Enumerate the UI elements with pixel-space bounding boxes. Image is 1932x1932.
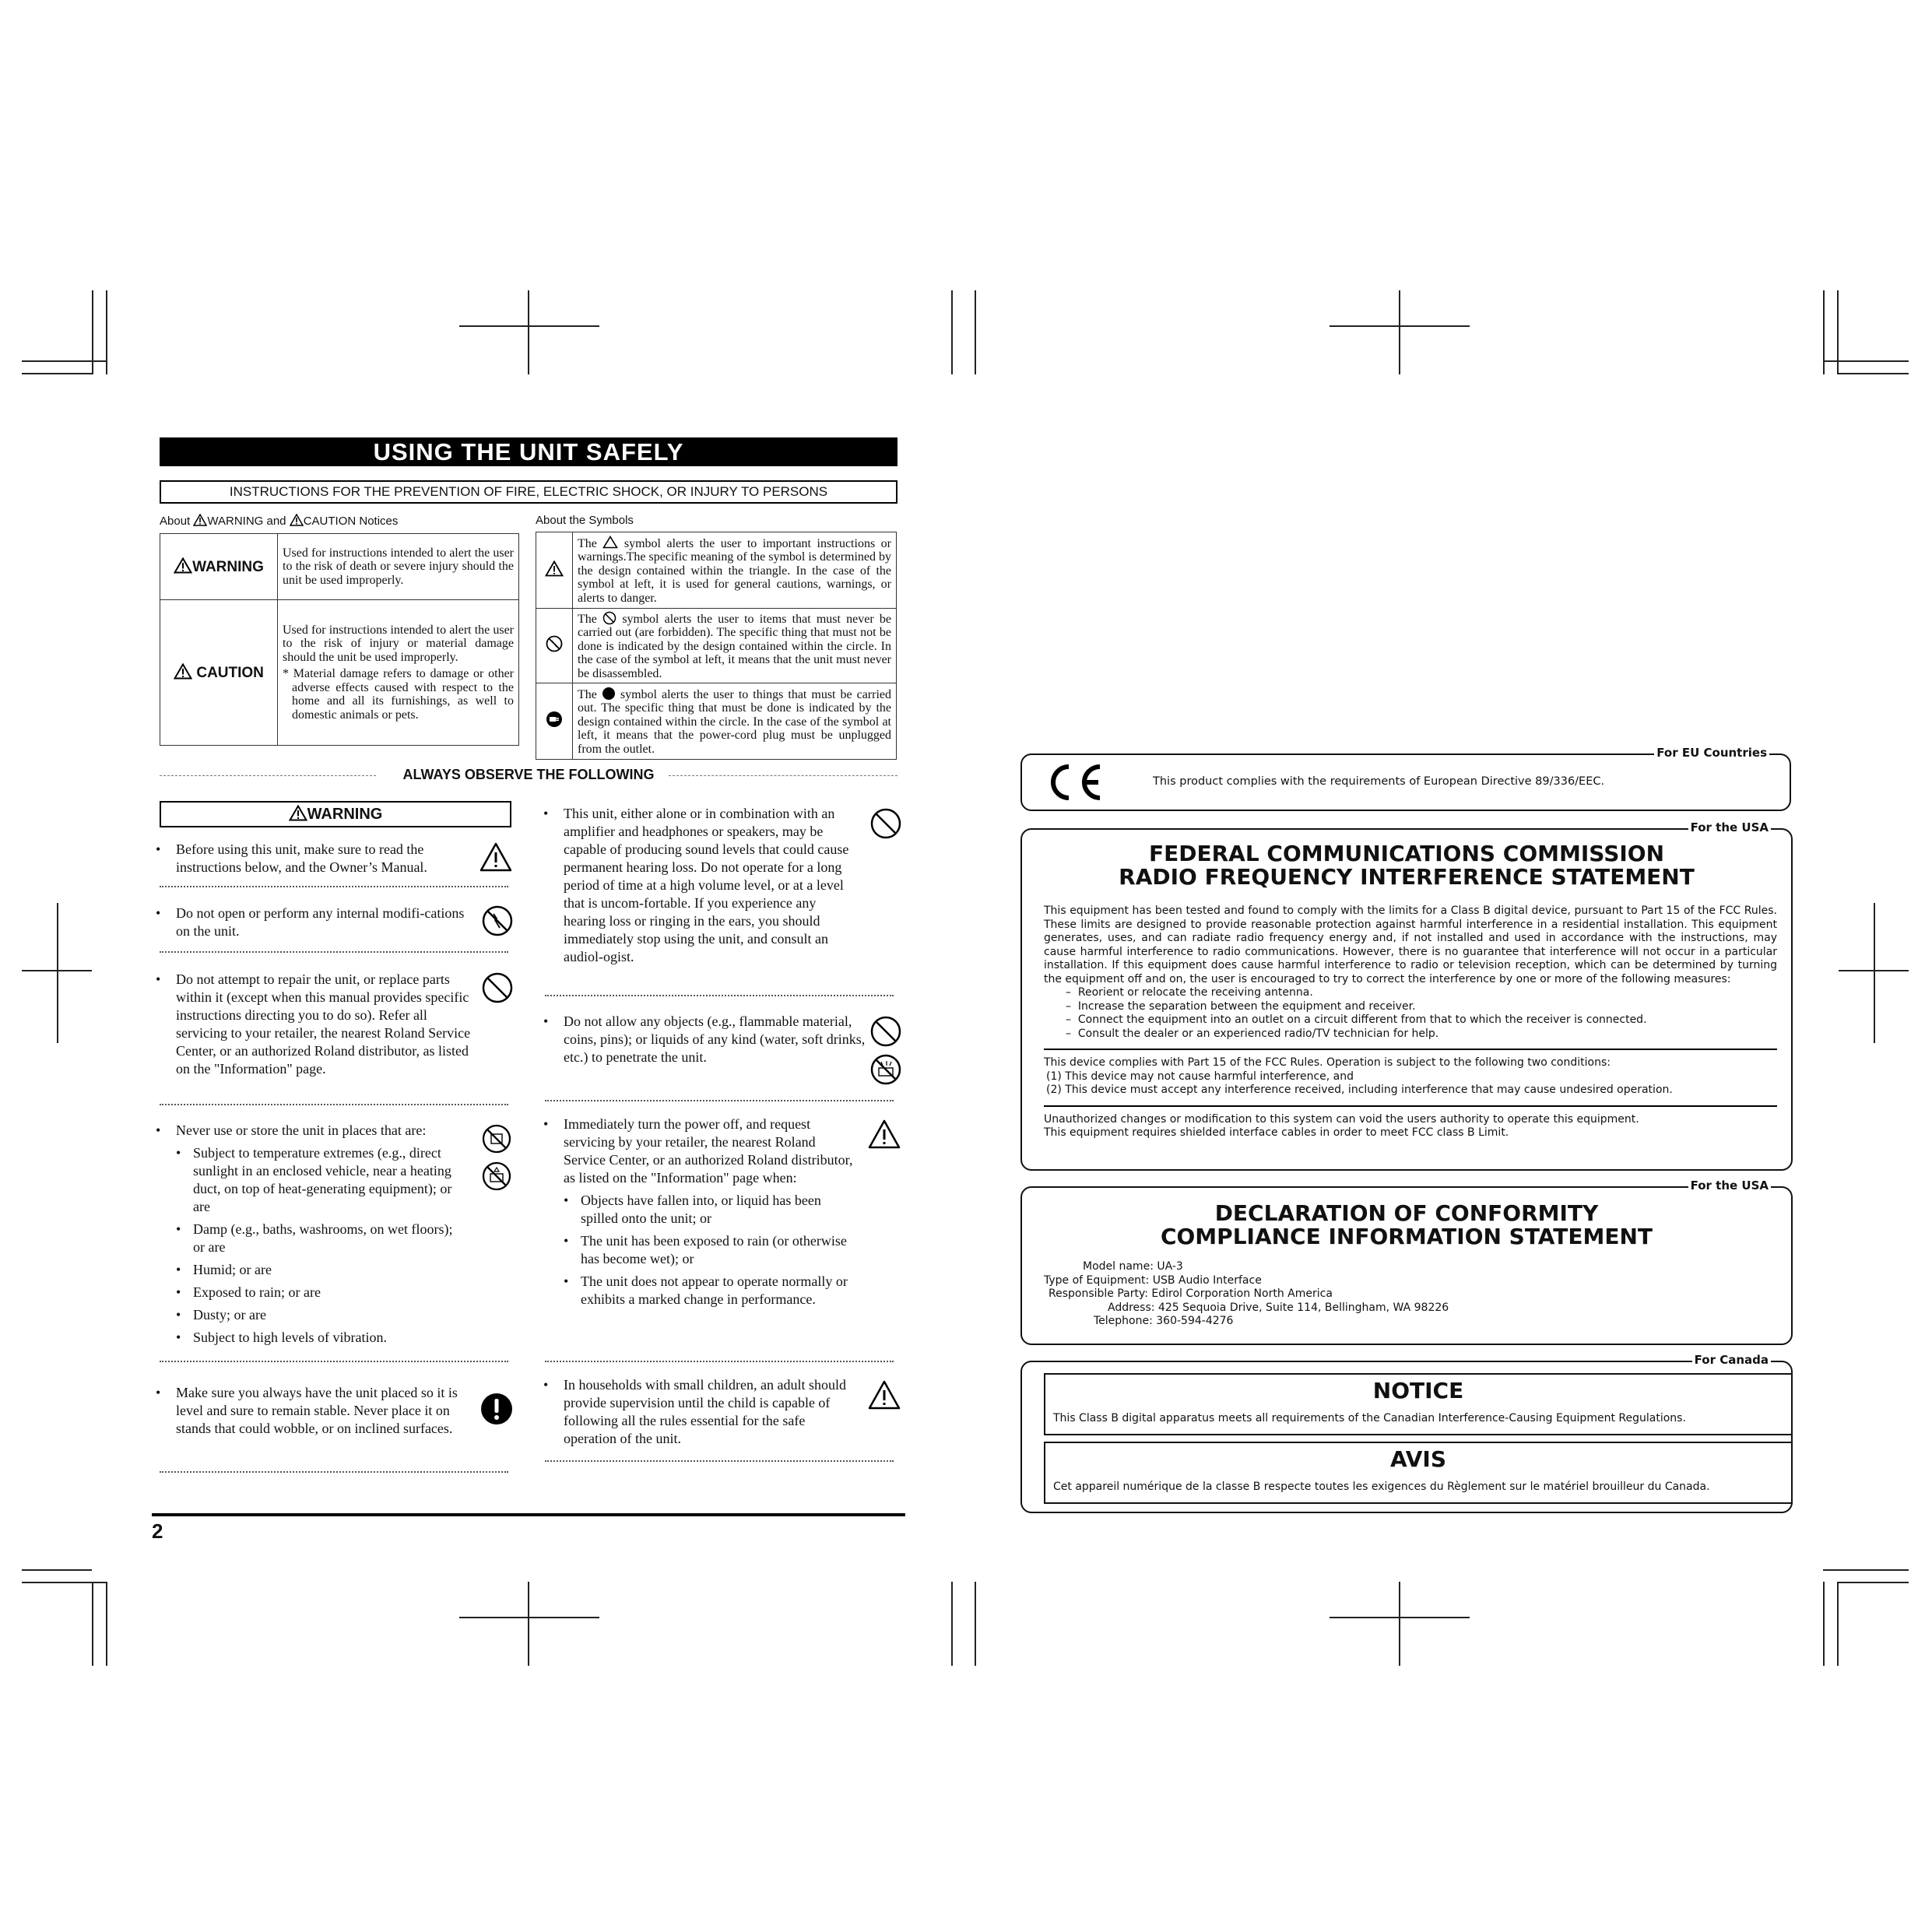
caution-cell: CAUTION (160, 600, 278, 746)
always-observe-divider: ALWAYS OBSERVE THE FOLLOWING (160, 767, 898, 784)
triangle-alert-icon (174, 557, 192, 574)
canada-tag: For Canada (1692, 1353, 1771, 1367)
telephone: Telephone: 360-594-4276 (1094, 1315, 1234, 1327)
list-item: • Make sure you always have the unit placed so it is level and sure to remain stable. Never place it on stands that could wobble, or on inclined surfaces. (156, 1385, 458, 1436)
declaration-tag: For the USA (1688, 1179, 1771, 1193)
sub-item: • Objects have fallen into, or liquid has been spilled onto the unit; or (564, 1193, 821, 1226)
prohibited-icon (602, 611, 616, 625)
triangle-icon (602, 536, 618, 549)
sub-item: • Subject to temperature extremes (e.g., direct sunlight in an enclosed vehicle, near a heating duct, on top of heat-generating equipment); or are (176, 1145, 452, 1214)
bottom-rule (152, 1513, 905, 1516)
notice-box (1044, 1373, 1793, 1435)
no-heat-icon (481, 1123, 512, 1154)
sub-item: • Subject to high levels of vibration. (176, 1330, 387, 1345)
triangle-alert-icon (545, 560, 564, 577)
list-item: • Do not allow any objects (e.g., flammable material, coins, pins); or liquids of any kind (water, soft drinks, etc.) to penetrate the unit. (543, 1013, 866, 1065)
warning-cell: WARNING (160, 534, 278, 600)
fcc-body: This equipment has been tested and found to comply with the limits for a Class B digital device, pursuant to Part 15 of the FCC Rules. These limits are designed to provide reasonable protection against harmful interference in a residential installation. This equipment generates, uses, and can radiate radio frequency energy and, if not installed and used in accordance with the instructions, may cause harmful interference to radio communications. However, there is no guarantee that interference will not occur in a particular installation. If this equipment does cause harmful interference to radio or television reception, which can be determined by turning the equipment off and on, the user is encouraged to try to correct the interference by one or more of the following measures: (1044, 905, 1777, 985)
declaration-details (1022, 1260, 1489, 1329)
notices-table (160, 533, 519, 746)
notices-caption: About WARNING and CAUTION Notices (160, 515, 399, 528)
caution-note: * Material damage refers to damage or other adverse effects caused with respect to the home and all its furnishings, as well to domestic animals or pets. (283, 667, 514, 722)
triangle-alert-icon (289, 805, 307, 821)
list-item: • Immediately turn the power off, and request servicing by your retailer, the nearest Roland Service Center, or an authorized Roland distributor, as listed on the "Information" page when: • Objects have fallen into, or liquid has been spilled onto the unit; or • The unit has been exposed to rain (or otherwise has become wet); or • The unit does not appear to operate normally or exhibits a marked change in performance. (543, 1116, 853, 1307)
declaration-title: DECLARATION OF CONFORMITY (1214, 1200, 1599, 1226)
sub-item: • Humid; or are (176, 1262, 272, 1277)
list-item: • Do not attempt to repair the unit, or replace parts within it (except when this manual provides specific instructions directing you to do so). Refer all servicing to your retailer, the nearest Roland Service Center, or an authorized Roland distributor, as listed on the "Information" page. (156, 971, 471, 1077)
sub-item: • Dusty; or are (176, 1307, 266, 1323)
prohibited-icon (869, 1015, 902, 1048)
fcc-box (1020, 820, 1793, 1171)
fcc-unauthorized: Unauthorized changes or modification to this system can void the users authority to operate this equipment. (1044, 1112, 1639, 1126)
fcc-condition-2: (2) This device must accept any interference received, including interference that may cause undesired operation. (1046, 1084, 1673, 1096)
triangle-alert-icon (867, 1119, 901, 1150)
ce-mark-icon (1041, 762, 1108, 803)
triangle-alert-icon (867, 1379, 901, 1410)
page-subtitle: INSTRUCTIONS FOR THE PREVENTION OF FIRE, ELECTRIC SHOCK, OR INJURY TO PERSONS (160, 480, 898, 504)
fcc-measures (1044, 986, 1777, 1041)
no-moisture-icon (481, 1161, 512, 1192)
page-number: 2 (152, 1519, 163, 1543)
symbol-description-triangle: The symbol alerts the user to important instructions or warnings.The specific meaning of the symbol is determined by the design contained within the triangle. In the case of the symbol at left, it is used for general cautions, warnings, or alerts to danger. (573, 532, 897, 609)
notice-title: NOTICE (1372, 1378, 1464, 1403)
symbols-table (536, 532, 897, 760)
triangle-alert-icon (479, 841, 513, 873)
list-item: • Never use or store the unit in places that are: • Subject to temperature extremes (e.g., direct sunlight in an enclosed vehicle, near a heating duct, on top of heat-generating equipment); or are • Damp (e.g., baths, washrooms, on wet floors); or are • Humid; or are • Exposed to rain; or are • Dusty; or are • Subject to high levels of vibration. (176, 1122, 479, 1347)
symbol-description-prohibited: The symbol alerts the user to items that must never be carried out (are forbidden). The specific thing that must not be done is indicated by the design contained within the circle. In the case of the symbol at left, it means that the unit must never be disassembled. (573, 609, 897, 683)
list-item: – Connect the equipment into an outlet on a circuit different from that to which the receiver is connected. (1066, 1013, 1647, 1026)
declaration-box (1020, 1179, 1793, 1345)
triangle-alert-icon (290, 514, 304, 526)
no-liquid-icon (869, 1053, 902, 1086)
list-item: – Reorient or relocate the receiving antenna. (1066, 986, 1313, 999)
triangle-alert-icon (174, 663, 192, 680)
notice-text: This Class B digital apparatus meets all requirements of the Canadian Interference-Causing Equipment Regulations. (1053, 1412, 1686, 1424)
list-item: – Increase the separation between the equipment and receiver. (1066, 999, 1416, 1013)
list-item: • This unit, either alone or in combination with an amplifier and headphones or speakers, may be capable of producing sound levels that could cause permanent hearing loss. Do not operate for a long period of time at a high volume level, or at a level that is uncom-fortable. If you experience any hearing loss or ringing in the ears, you should immediately stop using the unit, and consult an audiol-ogist. (543, 806, 849, 964)
list-item: • Do not open or perform any internal modifi-cations on the unit. (156, 905, 465, 939)
fcc-title: FEDERAL COMMUNICATIONS COMMISSION (1148, 841, 1665, 866)
symbols-caption: About the Symbols (536, 514, 634, 527)
sub-item: • The unit has been exposed to rain (or otherwise has become wet); or (564, 1233, 847, 1266)
fcc-condition-1: (1) This device may not cause harmful interference, and (1046, 1070, 1354, 1083)
warning-heading: WARNING (160, 801, 511, 827)
prohibited-icon (481, 971, 514, 1004)
model-name: Model name: UA-3 (1083, 1260, 1183, 1273)
list-item: – Consult the dealer or an experienced radio/TV technician for help. (1066, 1027, 1439, 1040)
caution-description: Used for instructions intended to alert the user to the risk of injury or material damage should the unit be used improperly. * Material damage refers to damage or other adverse effects caused with respect to the home and all its furnishings, as well to domestic animals or pets. (278, 600, 519, 746)
triangle-alert-icon (193, 514, 207, 526)
no-disassemble-icon (481, 905, 514, 937)
sub-item: • The unit does not appear to operate normally or exhibits a marked change in performance. (564, 1273, 848, 1307)
no-disassemble-icon (545, 634, 564, 653)
list-item: • In households with small children, an adult should provide supervision until the child is capable of following all the rules essential for the safe operation of the unit. (543, 1377, 846, 1446)
declaration-subtitle: COMPLIANCE INFORMATION STATEMENT (1160, 1224, 1653, 1249)
canada-box (1020, 1353, 1793, 1513)
warning-description: Used for instructions intended to alert the user to the risk of death or severe injury should the unit be used improperly. (278, 534, 519, 600)
fcc-shielded: This equipment requires shielded interface cables in order to meet FCC class B Limit. (1044, 1126, 1509, 1139)
symbol-description-mandatory: The symbol alerts the user to things that must be carried out. The specific thing that must be done is indicated by the design contained within the circle. In the case of the symbol at left, it means that the power-cord plug must be unplugged from the outlet. (573, 683, 897, 760)
page-title: USING THE UNIT SAFELY (160, 437, 898, 466)
fcc-tag: For the USA (1688, 820, 1771, 834)
list-item: • Before using this unit, make sure to read the instructions below, and the Owner’s Manual. (156, 841, 427, 875)
unplug-icon (545, 710, 564, 729)
responsible-party: Responsible Party: Edirol Corporation North America (1049, 1287, 1333, 1300)
mandatory-action-icon (480, 1393, 513, 1425)
avis-text: Cet appareil numérique de la classe B respecte toutes les exigences du Règlement sur le matériel brouilleur du Canada. (1053, 1481, 1710, 1493)
eu-tag: For EU Countries (1654, 746, 1769, 760)
equipment-type: Type of Equipment: USB Audio Interface (1044, 1273, 1262, 1287)
avis-title: AVIS (1389, 1446, 1447, 1472)
fcc-part15: This device complies with Part 15 of the FCC Rules. Operation is subject to the following two conditions: (1044, 1056, 1611, 1069)
avis-box (1044, 1442, 1793, 1504)
mandatory-action-icon (602, 687, 616, 701)
prohibited-icon (869, 807, 902, 840)
fcc-subtitle: RADIO FREQUENCY INTERFERENCE STATEMENT (1119, 864, 1695, 890)
address: Address: 425 Sequoia Drive, Suite 114, Bellingham, WA 98226 (1108, 1301, 1449, 1314)
sub-item: • Exposed to rain; or are (176, 1284, 321, 1300)
eu-compliance-box (1020, 746, 1791, 811)
sub-item: • Damp (e.g., baths, washrooms, on wet floors); or are (176, 1221, 453, 1255)
eu-text: This product complies with the requirements of European Directive 89/336/EEC. (1153, 775, 1605, 788)
